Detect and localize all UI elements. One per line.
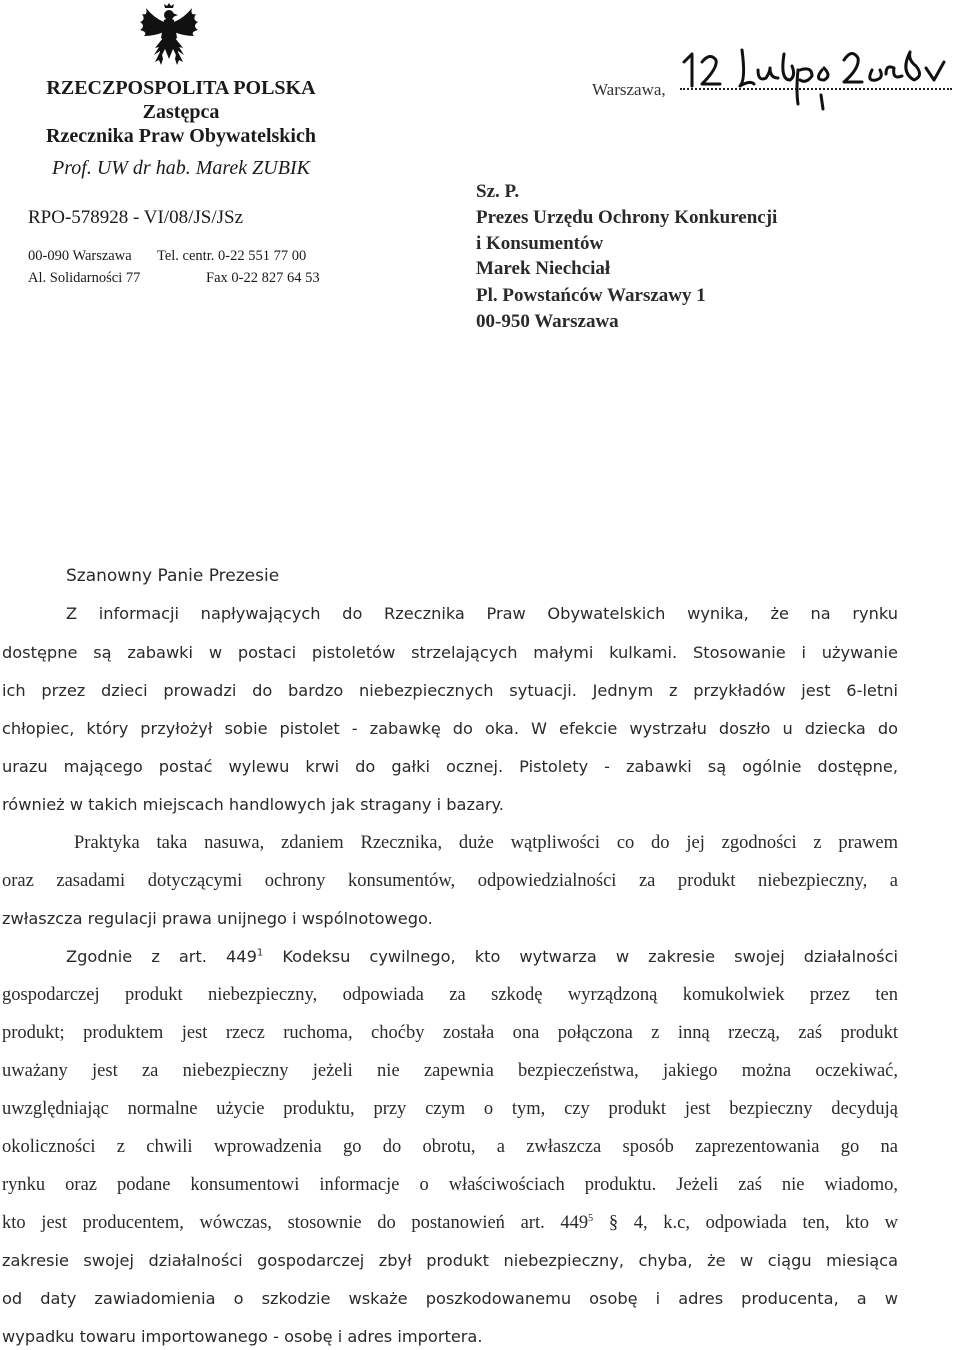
polish-eagle-emblem-icon <box>134 2 204 68</box>
org-name-line-1: RZECZPOSPOLITA POLSKA <box>46 77 316 99</box>
org-name-line-3: Rzecznika Praw Obywatelskich <box>46 125 316 147</box>
recipient-title: Prezes Urzędu Ochrony Konkurencji <box>476 207 778 228</box>
org-name-line-2: Zastępca <box>142 101 220 123</box>
body-line: ich przez dzieci prowadzi do bardzo niebezpiecznych sytuacji. Jednym z przykładów jest 6-letni <box>2 681 898 700</box>
body-line: urazu mającego postać wylewu krwi do gałki ocznej. Pistolety - zabawki są ogólnie dostępne, <box>2 757 898 776</box>
recipient-name: Marek Niechciał <box>476 258 611 279</box>
body-line: chłopiec, który przyłożył sobie pistolet - zabawkę do oka. W efekcie wystrzału doszło u dziecka do <box>2 719 898 738</box>
phone-number: Tel. centr. 0-22 551 77 00 <box>157 248 307 264</box>
body-line: kto jest producentem, wówczas, stosownie do postanowień art. $449^5$ § 4, k.c, odpowiada ten, kto w <box>2 1212 899 1233</box>
body-line: okoliczności z chwili wprowadzenia go do obrotu, a zwłaszcza sposób zaprezentowania go na <box>2 1137 898 1157</box>
body-line: uważany jest za niebezpieczny jeżeli nie zapewnia bezpieczeństwa, jakiego można oczekiwać, <box>2 1061 898 1081</box>
fax-number: Fax 0-22 827 64 53 <box>206 270 320 286</box>
place-label: Warszawa, <box>592 80 666 99</box>
body-line: Zgodnie z art. $449^1$ Kodeksu cywilnego, kto wytwarza w zakresie swojej działalności <box>66 947 898 966</box>
body-line: gospodarczej produkt niebezpieczny, odpowiada za szkodę wyrządzoną komukolwiek przez ten <box>2 985 898 1005</box>
recipient-street: Pl. Powstańców Warszawy 1 <box>476 285 706 306</box>
body-line: dostępne są zabawki w postaci pistoletów strzelających małymi kulkami. Stosowanie i używanie <box>2 643 898 662</box>
reference-number: RPO-578928 - VI/08/JS/JSz <box>28 207 244 228</box>
body-line: również w takich miejscach handlowych jak stragany i bazary. <box>2 795 504 814</box>
body-line: produkt; produktem jest rzecz ruchoma, choćby została ona połączona z inną rzeczą, zaś produkt <box>2 1023 898 1043</box>
address-street: Al. Solidarności 77 <box>28 270 141 286</box>
article-ref: Zgodnie z art. 449 <box>66 947 257 966</box>
body-line: oraz zasadami dotyczącymi ochrony konsumentów, odpowiedzialności za produkt niebezpieczny, a <box>2 871 898 891</box>
article-superscript: 1 <box>256 947 264 959</box>
body-line: Praktyka taka nasuwa, zdaniem Rzecznika, duże wątpliwości co do jej zgodności z prawem <box>74 833 898 853</box>
recipient-title-cont: i Konsumentów <box>476 233 604 254</box>
body-line: od daty zawiadomienia o szkodzie wskaże poszkodowanemu osobę i adres producenta, a w <box>2 1289 898 1308</box>
recipient-salutation: Sz. P. <box>476 181 520 202</box>
body-line: Z informacji napływających do Rzecznika Praw Obywatelskich wynika, że na rynku <box>66 604 898 623</box>
handwritten-date-signature <box>676 40 960 130</box>
body-line: zakresie swojej działalności gospodarczej zbył produkt niebezpieczny, chyba, że w ciągu miesiąca <box>2 1251 898 1270</box>
signatory-name: Prof. UW dr hab. Marek ZUBIK <box>52 157 310 179</box>
body-line: wypadku towaru importowanego - osobę i adres importera. <box>2 1327 483 1346</box>
body-line: zwłaszcza regulacji prawa unijnego i wspólnotowego. <box>2 909 433 928</box>
address-postcode: 00-090 Warszawa <box>28 248 132 264</box>
body-line: uwzględniając normalne użycie produktu, przy czym o tym, czy produkt jest bezpieczny decydują <box>2 1099 898 1119</box>
article-superscript: 5 <box>588 1212 594 1224</box>
greeting: Szanowny Panie Prezesie <box>66 566 280 586</box>
body-line: rynku oraz podane konsumentowi informacje o właściwościach produktu. Jeżeli zaś nie wiadomo, <box>2 1175 898 1195</box>
recipient-city: 00-950 Warszawa <box>476 311 619 332</box>
